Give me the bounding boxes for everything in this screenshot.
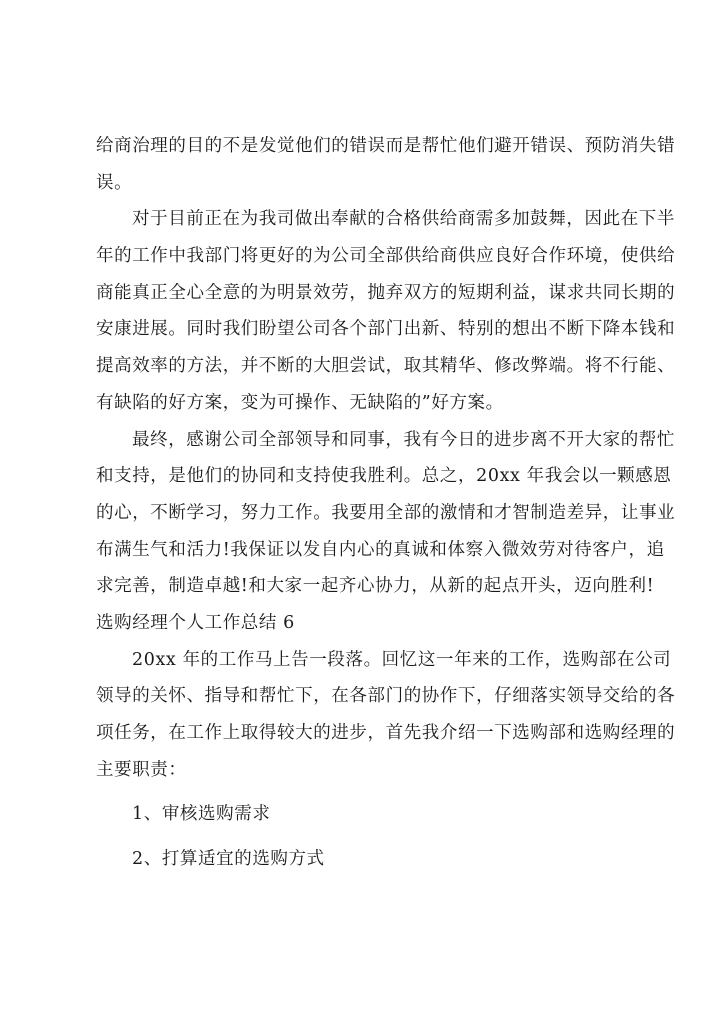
- text-line: 误。: [96, 172, 133, 193]
- duties-list: [96, 796, 636, 877]
- text-line: 安康进展。同时我们盼望公司各个部门出新、特别的想出不断下降本钱和: [96, 319, 676, 340]
- paragraph-intro-continuation: [96, 128, 676, 201]
- text-line: 有缺陷的好方案，变为可操作、无缺陷的”好方案。: [96, 392, 504, 413]
- document-body: [96, 128, 676, 878]
- list-item: 1、审核选购需求: [132, 804, 271, 825]
- text-line: 商能真正全心全意的为明景效劳，抛弃双方的短期利益，谋求共同长期的: [96, 282, 676, 303]
- text-line: 给商治理的目的不是发觉他们的错误而是帮忙他们避开错误、预防消失错: [96, 136, 676, 156]
- text-line: 最终，感谢公司全部领导和同事，我有今日的进步离不开大家的帮忙: [132, 429, 675, 450]
- text-line: 主要职责：: [96, 759, 187, 780]
- text-line: 求完善，制造卓越!和大家一起齐心协力，从新的起点开头，迈向胜利!: [96, 576, 655, 597]
- text-line: 领导的关怀、指导和帮忙下，在各部门的协作下，仔细落实领导交给的各: [96, 686, 676, 707]
- section-heading: 选购经理个人工作总结 6: [96, 612, 295, 633]
- list-item: 2、打算适宜的选购方式: [132, 849, 325, 870]
- text-line: 年的工作中我部门将更好的为公司全部供给商供应良好合作环境，使供给: [96, 246, 676, 267]
- text-line: 项任务，在工作上取得较大的进步，首先我介绍一下选购部和选购经理的: [96, 723, 676, 743]
- text-line: 的心，不断学习，努力工作。我要用全部的激情和才智制造差异，让事业: [96, 502, 676, 523]
- paragraph-supplier-plan: [96, 201, 676, 421]
- text-line: 布满生气和活力!我保证以发自内心的真诚和体察入微效劳对待客户，追: [96, 539, 665, 560]
- text-line: 对于目前正在为我司做出奉献的合格供给商需多加鼓舞，因此在下半: [132, 209, 675, 230]
- text-line: 和支持，是他们的协同和支持使我胜利。总之，20xx 年我会以一颗感恩: [96, 466, 672, 487]
- text-line: 20xx 年的工作马上告一段落。回忆这一年来的工作，选购部在公司: [132, 649, 672, 670]
- paragraph-thanks: [96, 422, 676, 605]
- text-line: 提高效率的方法，并不断的大胆尝试，取其精华、修改弊端。将不行能、: [96, 356, 676, 377]
- paragraph-annual-review: [96, 642, 676, 789]
